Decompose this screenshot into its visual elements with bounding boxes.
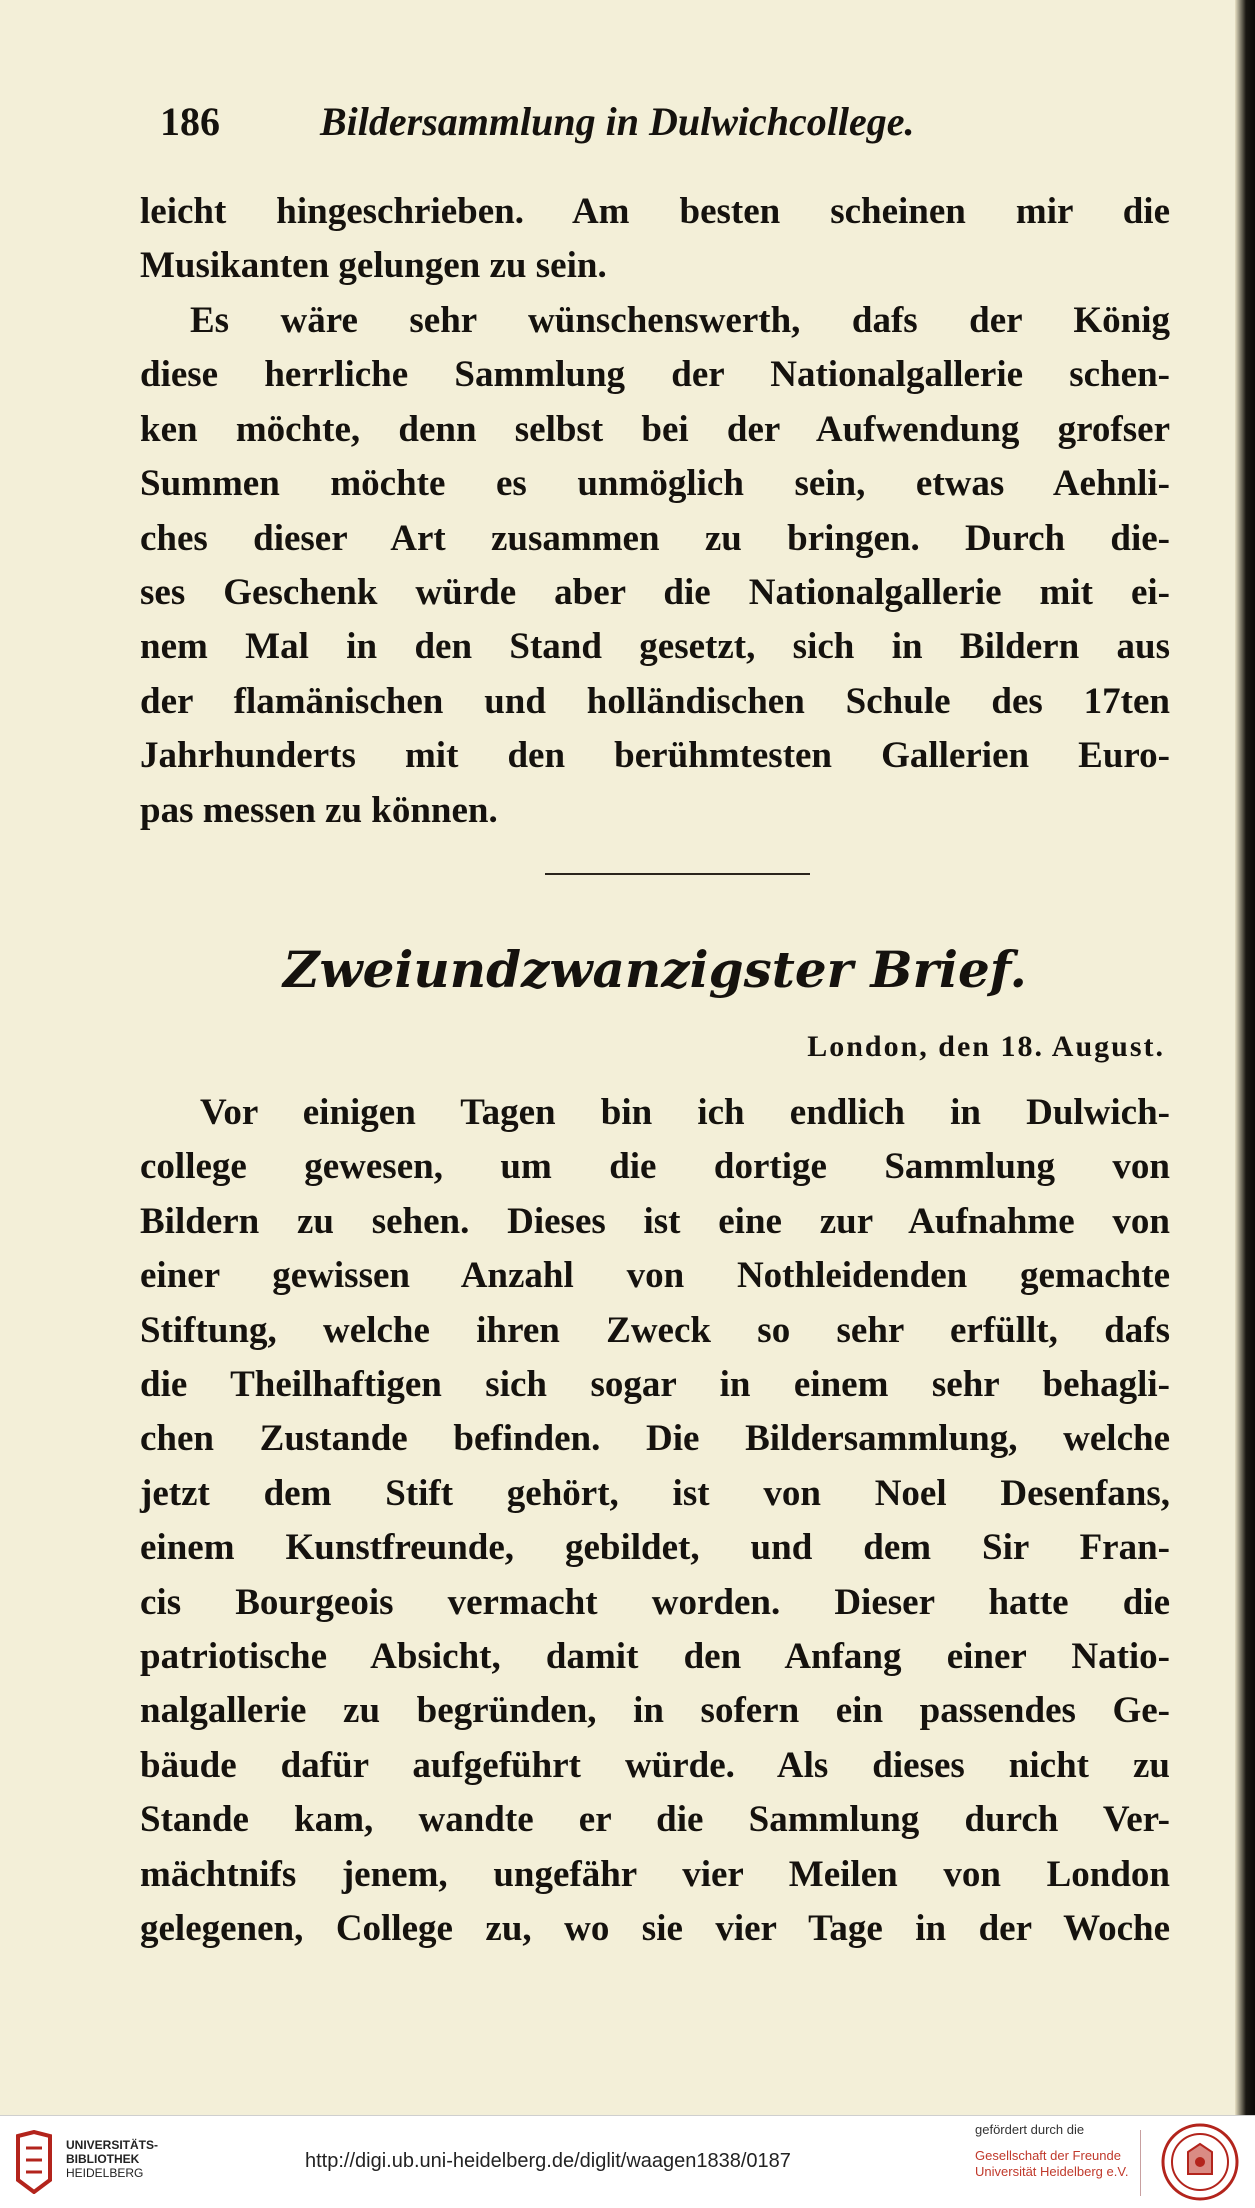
text-line: ses Geschenk würde aber die Nationalgallerie mit ei-: [140, 572, 1170, 613]
running-title: Bildersammlung in Dulwichcollege.: [320, 99, 915, 144]
library-name-line: UNIVERSITÄTS-: [66, 2138, 159, 2152]
text-line: Jahrhunderts mit den berühmtesten Gallerien Euro-: [140, 735, 1170, 777]
text-line: Bildern zu sehen. Dieses ist eine zur Aufnahme von: [140, 1200, 1170, 1242]
university-seal-icon: [1160, 2122, 1240, 2202]
text-line: mächtnifs jenem, ungefähr vier Meilen von London: [140, 1853, 1170, 1895]
text-line: Summen möchte es unmöglich sein, etwas Aehnli-: [140, 463, 1170, 505]
chapter-title: Zweiundzwanzigster Brief.: [283, 940, 1027, 999]
text-line: ches dieser Art zusammen zu bringen. Durch die-: [140, 517, 1170, 559]
text-line: ken möchte, denn selbst bei der Aufwendung grofser: [140, 408, 1170, 450]
text-line: Vor einigen Tagen bin ich endlich in Dulwich-: [200, 1092, 1170, 1133]
text-line: chen Zustande befinden. Die Bildersammlung, welche: [140, 1418, 1170, 1460]
page-header: [160, 98, 1060, 158]
text-line: die Theilhaftigen sich sogar in einem sehr behagli-: [140, 1364, 1170, 1405]
page-number: 186: [160, 99, 220, 144]
text-line: der flamänischen und holländischen Schule des 17ten: [140, 680, 1170, 722]
text-line: pas messen zu können.: [140, 789, 498, 831]
footer-divider: [1140, 2130, 1141, 2196]
text-line: patriotische Absicht, damit den Anfang einer Natio-: [140, 1636, 1170, 1677]
text-line: Es wäre sehr wünschenswerth, dafs der König: [190, 300, 1170, 341]
text-line: diese herrliche Sammlung der Nationalgallerie schen-: [140, 354, 1170, 396]
dateline: London, den 18. August.: [807, 1030, 1165, 1063]
library-name: [66, 2138, 158, 2180]
permalink-url[interactable]: http://digi.ub.uni-heidelberg.de/diglit/waagen1838/0187: [305, 2150, 791, 2172]
text-line: Stiftung, welche ihren Zweck so sehr erfüllt, dafs: [140, 1309, 1170, 1351]
sponsor-label: gefördert durch die: [975, 2122, 1085, 2137]
text-line: nalgallerie zu begründen, in sofern ein passendes Ge-: [140, 1690, 1170, 1732]
text-line: einem Kunstfreunde, gebildet, und dem Sir Fran-: [140, 1527, 1170, 1569]
text-line: bäude dafür aufgeführt würde. Als dieses nicht zu: [140, 1744, 1170, 1786]
text-line: einer gewissen Anzahl von Nothleidenden gemachte: [140, 1255, 1170, 1297]
text-line: Musikanten gelungen zu sein.: [140, 245, 607, 287]
section-divider: [545, 873, 810, 875]
sponsor-name-line: Gesellschaft der Freunde: [975, 2148, 1121, 2163]
text-line: college gewesen, um die dortige Sammlung von: [140, 1146, 1170, 1188]
text-line: Stande kam, wandte er die Sammlung durch Ver-: [140, 1799, 1170, 1841]
text-line: cis Bourgeois vermacht worden. Dieser hatte die: [140, 1581, 1170, 1623]
footer-bar: [0, 2115, 1255, 2208]
text-line: jetzt dem Stift gehört, ist von Noel Desenfans,: [140, 1472, 1170, 1514]
library-name-line: BIBLIOTHEK: [66, 2152, 140, 2166]
library-logo-icon: [12, 2130, 56, 2194]
text-line: nem Mal in den Stand gesetzt, sich in Bildern aus: [140, 626, 1170, 668]
library-name-line: HEIDELBERG: [66, 2166, 144, 2180]
sponsor-name-line: Universität Heidelberg e.V.: [975, 2164, 1129, 2179]
sponsor-name: [975, 2148, 1128, 2180]
book-gutter-edge: [1235, 0, 1255, 2115]
text-line: gelegenen, College zu, wo sie vier Tage in der Woche: [140, 1908, 1170, 1949]
text-line: leicht hingeschrieben. Am besten scheinen mir die: [140, 191, 1170, 232]
